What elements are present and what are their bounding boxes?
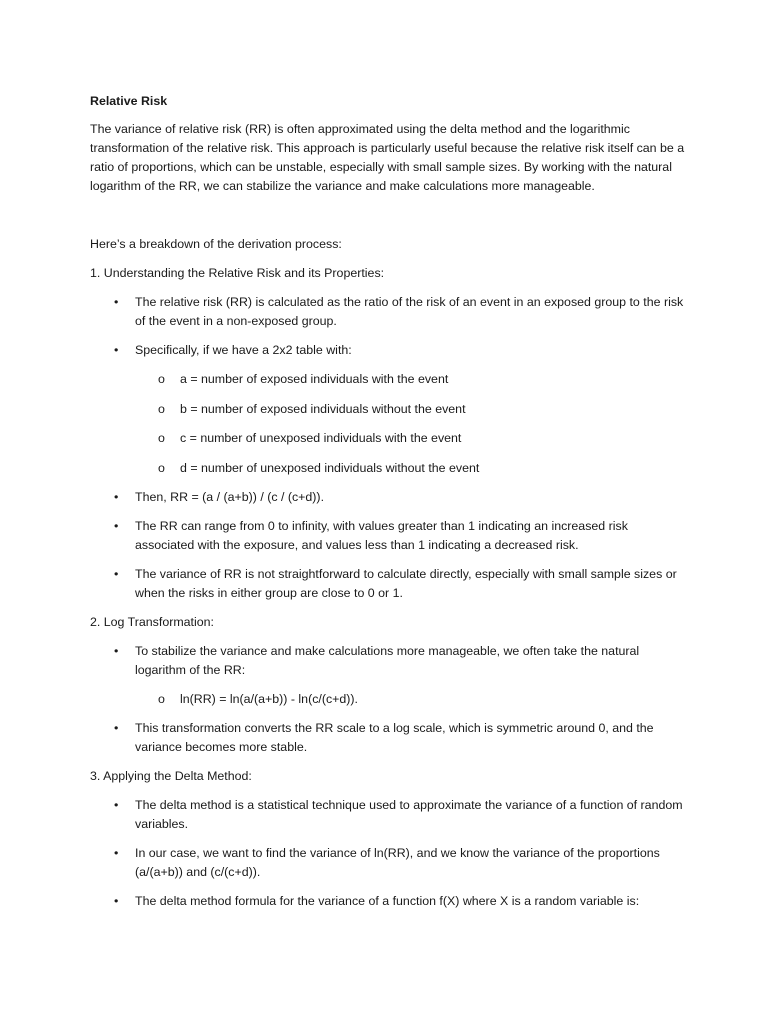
circle-bullet-icon: o: [158, 460, 165, 475]
section-heading-1: 1. Understanding the Relative Risk and its Properties:: [90, 266, 385, 280]
table-definition-list: [135, 370, 685, 478]
section-3-list: [90, 796, 690, 911]
section-1-list: [90, 293, 690, 603]
list-item-text: The delta method formula for the variance of a function f(X) where X is a random variable is:: [135, 893, 640, 908]
bullet-icon: •: [114, 797, 119, 812]
bullet-icon: •: [114, 489, 119, 504]
bullet-icon: •: [114, 643, 119, 658]
document-page: [90, 92, 690, 921]
list-item-text: Then, RR = (a / (a+b)) / (c / (c+d)).: [135, 489, 325, 504]
circle-bullet-icon: o: [158, 691, 165, 706]
intro-paragraph: The variance of relative risk (RR) is often approximated using the delta method and the logarithmic transformation of the relative risk. This approach is particularly useful because the relative risk itself can be a ratio of proportions, which can be unstable, especially with small sample sizes. By working with the natural logarithm of the RR, we can stabilize the variance and make calculations more manageable.: [90, 122, 685, 193]
circle-bullet-icon: o: [158, 372, 165, 386]
list-item-text: The variance of RR is not straightforward to calculate directly, especially with small sample sizes or when the risks in either group are close to 0 or 1.: [135, 566, 677, 600]
sub-list-item: [135, 429, 685, 448]
formula-list: [135, 690, 685, 709]
bullet-icon: •: [114, 518, 119, 533]
list-item-text: To stabilize the variance and make calculations more manageable, we often take the natural logarithm of the RR:: [135, 643, 640, 677]
list-item: [90, 341, 685, 478]
breakdown-paragraph: Here’s a breakdown of the derivation process:: [90, 237, 342, 251]
bullet-icon: •: [114, 720, 119, 735]
list-item-text: This transformation converts the RR scale to a log scale, which is symmetric around 0, and the variance becomes more stable.: [135, 720, 654, 754]
log-formula: ln(RR) = ln(a/(a+b)) - ln(c/(c+d)).: [180, 691, 358, 706]
section-2-list: [90, 642, 690, 757]
list-item: [90, 642, 685, 709]
list-item: [90, 517, 685, 555]
sub-list-item-text: b = number of exposed individuals without the event: [180, 401, 466, 416]
list-item: [90, 892, 685, 911]
list-item-text: In our case, we want to find the variance of ln(RR), and we know the variance of the proportions (a/(a+b)) and (c/(c+d)).: [135, 845, 660, 879]
bullet-icon: •: [114, 295, 119, 309]
bullet-icon: •: [114, 566, 119, 581]
list-item-text: The delta method is a statistical technique used to approximate the variance of a function of random variables.: [135, 797, 683, 831]
sub-list-item: [135, 459, 685, 478]
list-item: [90, 565, 685, 603]
list-item: [90, 488, 685, 507]
section-heading-2: 2. Log Transformation:: [90, 614, 214, 629]
bullet-icon: •: [114, 343, 119, 357]
bullet-icon: •: [114, 893, 119, 908]
blank-line: [90, 206, 690, 235]
sub-list-item-text: d = number of unexposed individuals without the event: [180, 460, 480, 475]
list-item-text: The relative risk (RR) is calculated as the ratio of the risk of an event in an exposed group to the risk of the event in a non-exposed group.: [135, 295, 684, 328]
section-heading-3: 3. Applying the Delta Method:: [90, 768, 252, 783]
sub-list-item-text: c = number of unexposed individuals with the event: [180, 431, 462, 445]
list-item-text: The RR can range from 0 to infinity, with values greater than 1 indicating an increased risk associated with the exposure, and values less than 1 indicating a decreased risk.: [135, 518, 628, 552]
bullet-icon: •: [114, 845, 119, 860]
list-item-text: Specifically, if we have a 2x2 table with:: [135, 343, 352, 357]
sub-list-item-text: a = number of exposed individuals with the event: [180, 372, 449, 386]
document-title: Relative Risk: [90, 94, 168, 108]
list-item: [90, 293, 685, 331]
sub-list-item: [135, 370, 685, 389]
sub-list-item: [135, 400, 685, 419]
circle-bullet-icon: o: [158, 431, 165, 445]
list-item: [90, 719, 685, 757]
sub-list-item: [135, 690, 685, 709]
list-item: [90, 844, 685, 882]
circle-bullet-icon: o: [158, 401, 165, 416]
list-item: [90, 796, 685, 834]
